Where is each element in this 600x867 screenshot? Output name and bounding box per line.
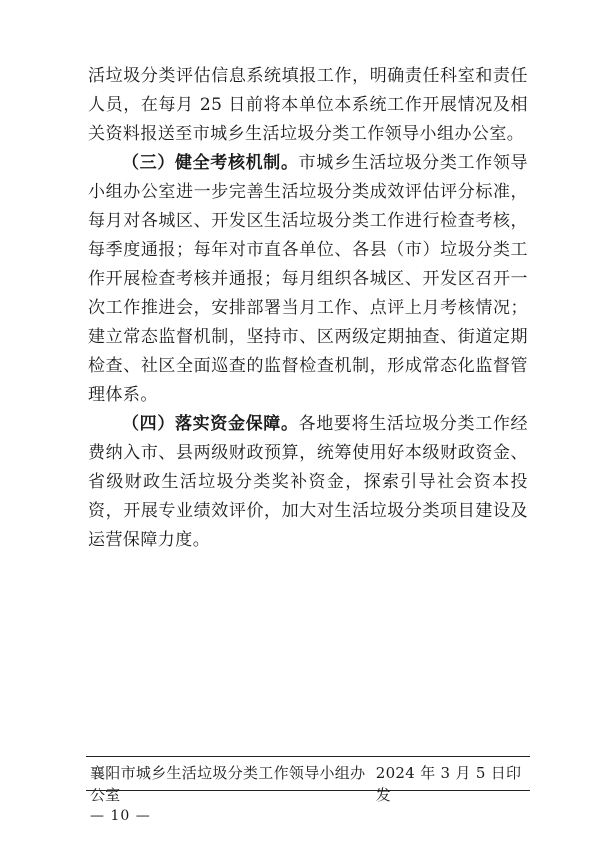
section-4-heading: （四）落实资金保障。 [122, 414, 299, 434]
section-3-heading: （三）健全考核机制。 [122, 153, 299, 173]
footer-issuer: 襄阳市城乡生活垃圾分类工作领导小组办公室 [90, 764, 366, 804]
paragraph-continuation: 活垃圾分类评估信息系统填报工作，明确责任科室和责任人员，在每月 25 日前将本单位本系统工作开展情况及相关资料报送至市城乡生活垃圾分类工作领导小组办公室。 [88, 66, 528, 144]
footer-print-date: 2024 年 3 月 5 日印发 [375, 764, 522, 804]
section-3-paragraph [88, 149, 528, 410]
footer-top-rule [86, 756, 530, 757]
footer-bottom-rule [86, 790, 530, 791]
section-3-text: 市城乡生活垃圾分类工作领导小组办公室进一步完善生活垃圾分类成效评估评分标准，每月对各城区、开发区生活垃圾分类工作进行检查考核，每季度通报；每年对市直各单位、各县（市）垃圾分类工作开展检查考核并通报；每月组织各城区、开发区召开一次工作推进会，安排部署当月工作、点评上月考核情况；建立常态监督机制，坚持市、区两级定期抽查、街道定期检查、社区全面巡查的监督检查机制，形成常态化监督管理体系。 [88, 153, 528, 405]
section-4-text: 各地要将生活垃圾分类工作经费纳入市、县两级财政预算，统筹使用好本级财政资金、省级财政生活垃圾分类奖补资金，探索引导社会资本投资，开展专业绩效评价，加大对生活垃圾分类项目建设及运营保障力度。 [88, 414, 528, 550]
section-4-paragraph [88, 410, 528, 555]
page-number: — 10 — [90, 808, 151, 824]
document-body [88, 62, 528, 555]
footer-issuer-line [90, 762, 526, 806]
